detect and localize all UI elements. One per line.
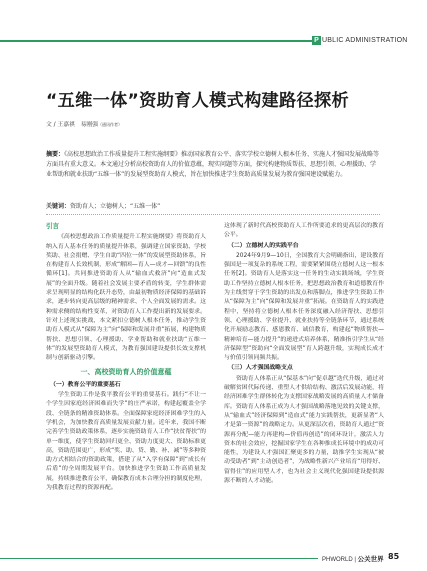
section-heading-1: 一、高校资助育人的价值意蕴 (80, 368, 172, 377)
keywords-label: 关键词： (46, 203, 71, 210)
paragraph-3: 资助育人体系正从“保基本”向“促卓越”迭代升级，通过对破解贫困代际传递、重塑人才供给结构、激活后发展动能，将经济困难学生群体转化为支撑国家战略发展的高质量人才储备库。资助育人体系正成为人才强国战略落地见效的关键支撑，从“输血式”经济保障到“造血式”能力实践帮扶，更新显著“人才是第一资源”的战略定力。从更深层次看，资助育人通过“资源再分配—能力再建构—价值再创造”的闭环设计，激活人力资本的社会效应，挖掘国家学生在各种推成长环境中的成功可能性，为建设人才强国汇聚更多的力量，助推学生实现从“被动受助者”到“主动创造者”，为战略性新兴产业培育“用得好、留得住”的应用型人才，也为社会主义现代化强国建设提供源源不断的人才动能。 (224, 375, 384, 485)
page-number: 85 (388, 552, 400, 561)
continuation-paragraph: 这体现了新时代高校资助育人工作所要追求的更高层次的教育公平。 (224, 223, 384, 239)
footer-brand-text: PHWORLD | (322, 557, 358, 563)
footer-rule (0, 558, 318, 559)
divider (46, 214, 380, 215)
abstract (46, 150, 380, 181)
abstract-text: 《高校思想政治工作质量提升工程实施纲要》推动国家教育公平、落实学校立德树人根本任务、实施人才强国发展战略等方面具有重大意义。本文通过分析高校资助育人的价值意蕴，现实问题等方面，探究构建物质帮扶、思想引领、心理援助、学业帮助和就业扶助“五维一体”的发展型资助育人模式，旨在加快推进学生资助高质量发展为教育强国建设赋能力。 (46, 151, 380, 179)
author-note: （通讯作者） (98, 122, 123, 127)
author-line (46, 119, 122, 128)
left-column (46, 222, 206, 493)
keywords (46, 201, 380, 210)
section-tag (312, 36, 408, 45)
paragraph-1: 学生资助工作是我平教育公平的重要基石。践行“不让一个学生因家庭经济困难而失学”的庄严承诺，构建起覆盖全学段、全链条的精准资助体系。全面保障家庭经济困难学生的入学机会，为加快教育高质量发展贡献力量。近年来，我国不断完善学生资助政策体系，逐步实施资助育人工作“扶贫帮扶”的单一维度，使学生资助回归更全、资助力度更大、资助标准更高，资助范围更广，形成“奖、助、贷、勤、补、减”等多种资助方式相结合的资助政策，搭建了从“入学有保障”到“成长有后盾”的全周期发展平台。加快推进学生资助工作高质量发展，持续推进教育公平，确保教育成本合理分担的制度伦理，为我教育过程的资源再配。 (46, 392, 206, 492)
subheading-3: （三）人才强国战略支点 (228, 365, 293, 372)
section-tag-letter: P (312, 36, 321, 45)
abstract-label: 摘要： (46, 151, 65, 158)
intro-paragraph: 《高校思想政治工作质量提升工程实施纲要》将资助育人纳入育人基本任务的质量提升体系，强调建立国家资助、学校奖助、社会捐赠、学生自助“四位一体”的发展型资助体系，旨在构建育人长效机制，形成“解困—育人—成才—回馈”的良性循环[1]。共同推进资助育人从“输血式救济”向“造血式发展”的全面升级。随着社会发展主要矛盾的转变，学生群体需求呈现明显的结构化跃升态势，由最初物质经济保障的基础诉求，逐步转向更高层级的精神需求、个人全面发展的需求。这种需求侧的结构性变革，对资助育人工作提出新的发展要求。针对上述现实挑战，本文紧扣立德树人根本任务，推动学生资助育人模式从“保障为主”向“保障和发展并重”拓展，构建物质帮扶、思想引领、心理援助、学业帮助和就业扶助“五维一体”的发展型资助育人模式，为教育强国建设提供长效支撑机制与创新驱动引擎。 (46, 234, 206, 362)
right-column (224, 222, 384, 486)
keywords-text: 资助育人；立德树人；“五维一体” (70, 203, 161, 210)
intro-heading: 引言 (46, 222, 59, 230)
paragraph-2: 2024年9月9—10日，全国教育大会明确指出，建设教育强国是一项复杂的系统工程，需要紧紧围绕立德树人这一根本任务[2]。资助育人是落实这一任务的生动实践场域，学生资助工作坚持立德树人根本任务，把思想政治教育和道德教育作为主线贯穿于学生资助的出发点和落脚点，推进学生资助工作从“保障为主”向“保障和发展并重”拓展。在资助育人的实践进程中，坚持将立德树人根本任务深度融入经济帮扶、思想引领、心理援助、学业提升、就业扶持等全链条环节，通过系统化开展励志教育、感恩教育、诚信教育，构建起“物质帮扶—精神培育—能力提升”的递进式培养体系，精准指引学生从“经济保障型”资助向“全面发展型”育人跨越升级，实现成长成才与价值引领同频共振。 (224, 252, 384, 362)
article-title: “五维一体”资助育人模式构建路径探析 (46, 91, 349, 111)
author-names: 文 / 王嘉祺 易刚强 (46, 122, 99, 128)
footer-brand (322, 554, 384, 563)
section-tag-text: UBLIC ADMINISTRATION (322, 37, 408, 44)
footer-brand-bold: 公关世界 (357, 556, 384, 563)
subheading-2: （二）立德树人的实践平台 (228, 242, 299, 249)
header-rule (0, 40, 312, 42)
subheading-1: （一）教育公平的重要基石 (50, 381, 121, 388)
